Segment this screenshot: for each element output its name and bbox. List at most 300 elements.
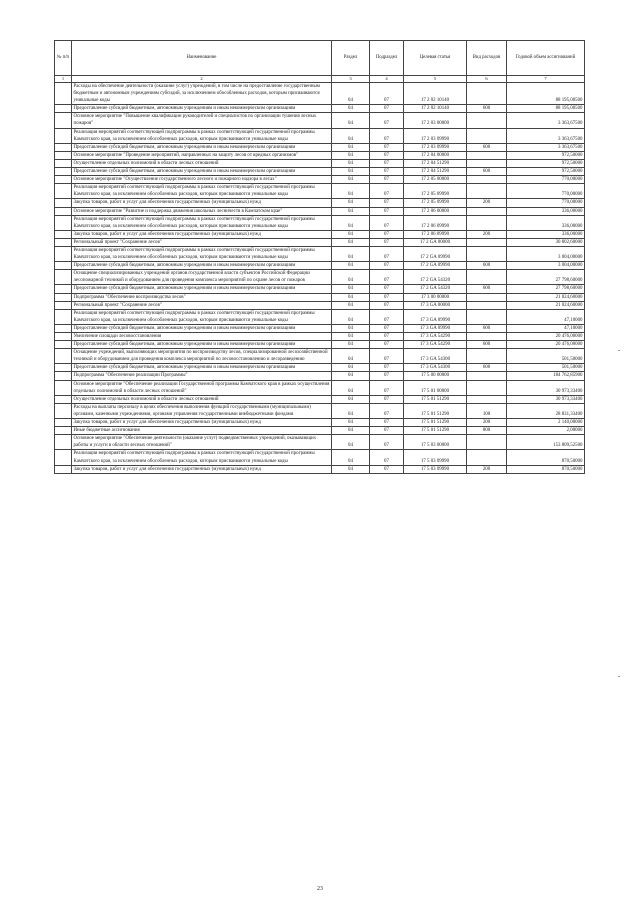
expense-type-cell <box>467 450 507 465</box>
target-item-cell: 17 2 GA 00000 <box>404 238 467 246</box>
column-number-row <box>55 76 585 83</box>
subsection-cell: 07 <box>370 159 404 167</box>
table-row <box>55 309 585 324</box>
expense-type-cell <box>467 309 507 324</box>
expense-type-cell: 200 <box>467 419 507 427</box>
subsection-cell: 07 <box>370 246 404 261</box>
expense-type-cell: 600 <box>467 285 507 293</box>
target-item-cell: 17 2 03 00000 <box>404 113 467 128</box>
target-item-cell: 17 5 03 09990 <box>404 465 467 473</box>
target-item-cell: 17 2 06 09990 <box>404 230 467 238</box>
target-item-cell: 17 2 GA 09990 <box>404 262 467 270</box>
row-number-cell <box>55 168 72 176</box>
table-row <box>55 435 585 450</box>
expense-type-cell <box>467 215 507 230</box>
row-number-cell <box>55 465 72 473</box>
section-cell: 04 <box>332 262 370 270</box>
row-number-cell <box>55 199 72 207</box>
expense-type-cell <box>467 372 507 380</box>
table-row <box>55 151 585 159</box>
header-subsection: Подраздел <box>370 41 404 76</box>
section-cell: 04 <box>332 364 370 372</box>
expense-type-cell: 600 <box>467 168 507 176</box>
item-name-cell: Осуществление отдельных полномочий в области лесных отношений <box>72 395 332 403</box>
subsection-cell: 07 <box>370 207 404 215</box>
table-row <box>55 105 585 113</box>
row-number-cell <box>55 450 72 465</box>
table-row <box>55 176 585 184</box>
amount-cell: 770,00000 <box>507 199 585 207</box>
section-cell: 04 <box>332 207 370 215</box>
subsection-cell: 07 <box>370 83 404 105</box>
expense-type-cell <box>467 128 507 143</box>
row-number-cell <box>55 176 72 184</box>
amount-cell: 770,00000 <box>507 184 585 199</box>
table-row <box>55 427 585 435</box>
expense-type-cell: 200 <box>467 199 507 207</box>
subsection-cell: 07 <box>370 128 404 143</box>
section-cell: 04 <box>332 301 370 309</box>
target-item-cell: 17 3 GA 09990 <box>404 324 467 332</box>
section-cell: 04 <box>332 324 370 332</box>
table-row <box>55 293 585 301</box>
amount-cell: 2,00000 <box>507 427 585 435</box>
item-name-cell: Предоставление субсидий бюджетным, автономным учреждениям и иным некоммерческим организациям <box>72 143 332 151</box>
row-number-cell <box>55 427 72 435</box>
subsection-cell: 07 <box>370 199 404 207</box>
item-name-cell: Реализация мероприятий соответствующей подпрограммы в рамках соответствующей государственной программы Камчатского края, за исключением обособленных расходов, которым присваиваются уникальные коды <box>72 184 332 199</box>
item-name-cell: Реализация мероприятий соответствующей подпрограммы в рамках соответствующей государственной программы Камчатского края, за исключением обособленных расходов, которым присваиваются уникальные коды <box>72 309 332 324</box>
target-item-cell: 17 3 GA 54300 <box>404 349 467 364</box>
table-body <box>55 83 585 474</box>
table-row <box>55 465 585 473</box>
scan-mark <box>618 350 620 351</box>
amount-cell: 336,00000 <box>507 215 585 230</box>
row-number-cell <box>55 270 72 285</box>
row-number-cell <box>55 230 72 238</box>
section-cell: 04 <box>332 151 370 159</box>
amount-cell: 30 802,60000 <box>507 238 585 246</box>
amount-cell: 153 809,52500 <box>507 435 585 450</box>
table-row <box>55 324 585 332</box>
section-cell: 04 <box>332 238 370 246</box>
section-cell: 04 <box>332 105 370 113</box>
table-row <box>55 238 585 246</box>
row-number-cell <box>55 395 72 403</box>
subsection-cell: 07 <box>370 301 404 309</box>
item-name-cell: Предоставление субсидий бюджетным, автономным учреждениям и иным некоммерческим организациям <box>72 262 332 270</box>
table-row <box>55 207 585 215</box>
section-cell: 04 <box>332 419 370 427</box>
item-name-cell: Региональный проект "Сохранение лесов" <box>72 238 332 246</box>
item-name-cell: Иные бюджетные ассигнования <box>72 427 332 435</box>
subsection-cell: 07 <box>370 270 404 285</box>
item-name-cell: Реализация мероприятий соответствующей подпрограммы в рамках соответствующей государственной программы Камчатского края, за исключением обособленных расходов, которым присваиваются уникальные коды <box>72 450 332 465</box>
subsection-cell: 07 <box>370 238 404 246</box>
header-name: Наименование <box>72 41 332 76</box>
row-number-cell <box>55 184 72 199</box>
row-number-cell <box>55 246 72 261</box>
target-item-cell: 17 5 00 00000 <box>404 372 467 380</box>
expense-type-cell <box>467 159 507 167</box>
amount-cell: 30 973,33400 <box>507 380 585 395</box>
subsection-cell: 07 <box>370 419 404 427</box>
item-name-cell: Предоставление субсидий бюджетным, автономным учреждениям и иным некоммерческим организациям <box>72 324 332 332</box>
table-row <box>55 168 585 176</box>
target-item-cell: 17 5 01 51290 <box>404 403 467 418</box>
amount-cell: 3 363,67500 <box>507 143 585 151</box>
table-row <box>55 403 585 418</box>
target-item-cell: 17 2 06 00000 <box>404 207 467 215</box>
subsection-cell: 07 <box>370 324 404 332</box>
item-name-cell: Основное мероприятие "Проведение мероприятий, направленных на защиту лесов от вредных организмов" <box>72 151 332 159</box>
section-cell: 04 <box>332 293 370 301</box>
row-number-cell <box>55 159 72 167</box>
row-number-cell <box>55 364 72 372</box>
amount-cell: 3 363,67500 <box>507 113 585 128</box>
subsection-cell: 07 <box>370 380 404 395</box>
target-item-cell: 17 2 02 10140 <box>404 105 467 113</box>
subsection-cell: 07 <box>370 372 404 380</box>
target-item-cell: 17 2 06 09990 <box>404 215 467 230</box>
item-name-cell: Подпрограмма "Обеспечение реализации Программы" <box>72 372 332 380</box>
row-number-cell <box>55 341 72 349</box>
subsection-cell: 07 <box>370 262 404 270</box>
target-item-cell: 17 5 01 00000 <box>404 380 467 395</box>
header-expense-type: Вид расходов <box>467 41 507 76</box>
amount-cell: 3 004,00000 <box>507 262 585 270</box>
expense-type-cell <box>467 176 507 184</box>
page-number: 23 <box>317 886 323 892</box>
item-name-cell: Предоставление субсидий бюджетным, автономным учреждениям и иным некоммерческим организациям <box>72 168 332 176</box>
item-name-cell: Реализация мероприятий соответствующей подпрограммы в рамках соответствующей государственной программы Камчатского края, за исключением обособленных расходов, которым присваиваются уникальные коды <box>72 128 332 143</box>
section-cell: 04 <box>332 403 370 418</box>
target-item-cell: 17 3 GA 54290 <box>404 341 467 349</box>
row-number-cell <box>55 380 72 395</box>
section-cell: 04 <box>332 113 370 128</box>
target-item-cell: 17 5 03 09990 <box>404 450 467 465</box>
item-name-cell: Увеличение площади лесовосстановления <box>72 333 332 341</box>
row-number-cell <box>55 262 72 270</box>
table-row <box>55 380 585 395</box>
target-item-cell: 17 2 03 09990 <box>404 128 467 143</box>
section-cell: 04 <box>332 199 370 207</box>
amount-cell: 30 973,33400 <box>507 395 585 403</box>
expense-type-cell <box>467 184 507 199</box>
item-name-cell: Оснащение учреждений, выполняющих мероприятия по воспроизводству лесов, специализированной лесохозяйственной техникой и оборудованием для проведения комплекса мероприятий по лесовосстановлению и лесоразведению <box>72 349 332 364</box>
section-cell: 04 <box>332 435 370 450</box>
subsection-cell: 07 <box>370 176 404 184</box>
item-name-cell: Основное мероприятие "Осуществление государственного лесного и пожарного надзора в лесах" <box>72 176 332 184</box>
row-number-cell <box>55 435 72 450</box>
table-row <box>55 143 585 151</box>
amount-cell: 20 476,00000 <box>507 341 585 349</box>
item-name-cell: Оснащение специализированных учреждений органов государственной власти субъектов Российской Федерации лесопожарной техникой и оборудованием для проведения комплекса мероприятий по охране лесов от пожаров <box>72 270 332 285</box>
expense-type-cell <box>467 238 507 246</box>
section-cell: 04 <box>332 309 370 324</box>
amount-cell: 972,50000 <box>507 159 585 167</box>
target-item-cell: 17 2 02 10140 <box>404 83 467 105</box>
amount-cell: 20 476,00000 <box>507 333 585 341</box>
column-number: 7 <box>507 76 585 83</box>
table-row <box>55 349 585 364</box>
section-cell: 04 <box>332 427 370 435</box>
expense-type-cell <box>467 270 507 285</box>
section-cell: 04 <box>332 143 370 151</box>
target-item-cell: 17 2 GA 54320 <box>404 270 467 285</box>
expense-type-cell: 100 <box>467 403 507 418</box>
amount-cell: 21 024,60000 <box>507 301 585 309</box>
section-cell: 04 <box>332 176 370 184</box>
amount-cell: 501,50000 <box>507 364 585 372</box>
target-item-cell: 17 3 GA 54300 <box>404 364 467 372</box>
expense-type-cell: 800 <box>467 427 507 435</box>
item-name-cell: Расходы на выплаты персоналу в целях обеспечения выполнения функций государственными (муниципальными) органами, казенными учреждениями, органами управления государственными внебюджетными фондами <box>72 403 332 418</box>
target-item-cell: 17 3 GA 09990 <box>404 309 467 324</box>
table-row <box>55 215 585 230</box>
expense-type-cell <box>467 395 507 403</box>
subsection-cell: 07 <box>370 293 404 301</box>
amount-cell: 27 798,60000 <box>507 270 585 285</box>
subsection-cell: 07 <box>370 395 404 403</box>
expense-type-cell <box>467 83 507 105</box>
target-item-cell: 17 5 01 51290 <box>404 419 467 427</box>
row-number-cell <box>55 301 72 309</box>
expense-type-cell: 600 <box>467 324 507 332</box>
section-cell: 04 <box>332 395 370 403</box>
header-target-item: Целевая статья <box>404 41 467 76</box>
expense-type-cell <box>467 349 507 364</box>
row-number-cell <box>55 105 72 113</box>
row-number-cell <box>55 113 72 128</box>
amount-cell: 501,50000 <box>507 349 585 364</box>
amount-cell: 88 195,00500 <box>507 83 585 105</box>
target-item-cell: 17 5 01 51290 <box>404 395 467 403</box>
subsection-cell: 07 <box>370 403 404 418</box>
table-row <box>55 372 585 380</box>
target-item-cell: 17 2 05 00000 <box>404 176 467 184</box>
target-item-cell: 17 2 04 51290 <box>404 168 467 176</box>
subsection-cell: 07 <box>370 105 404 113</box>
target-item-cell: 17 3 00 00000 <box>404 293 467 301</box>
amount-cell: 47,10000 <box>507 324 585 332</box>
row-number-cell <box>55 309 72 324</box>
expense-type-cell <box>467 113 507 128</box>
row-number-cell <box>55 349 72 364</box>
subsection-cell: 07 <box>370 465 404 473</box>
expense-type-cell: 200 <box>467 230 507 238</box>
target-item-cell: 17 3 GA 54290 <box>404 333 467 341</box>
item-name-cell: Предоставление субсидий бюджетным, автономным учреждениям и иным некоммерческим организациям <box>72 364 332 372</box>
item-name-cell: Осуществление отдельных полномочий в области лесных отношений <box>72 159 332 167</box>
subsection-cell: 07 <box>370 285 404 293</box>
table-row <box>55 450 585 465</box>
table-row <box>55 395 585 403</box>
subsection-cell: 07 <box>370 341 404 349</box>
row-number-cell <box>55 419 72 427</box>
row-number-cell <box>55 238 72 246</box>
subsection-cell: 07 <box>370 230 404 238</box>
amount-cell: 21 024,60000 <box>507 293 585 301</box>
item-name-cell: Основное мероприятие "Обеспечение реализации Государственной программы Камчатского края в рамках осуществления отдельных полномочий в области лесных отношений" <box>72 380 332 395</box>
subsection-cell: 07 <box>370 151 404 159</box>
expense-type-cell <box>467 301 507 309</box>
column-number: 2 <box>72 76 332 83</box>
expense-type-cell <box>467 207 507 215</box>
item-name-cell: Реализация мероприятий соответствующей подпрограммы в рамках соответствующей государственной программы Камчатского края, за исключением обособленных расходов, которым присваиваются уникальные коды <box>72 215 332 230</box>
target-item-cell: 17 2 04 00000 <box>404 151 467 159</box>
target-item-cell: 17 5 01 51290 <box>404 427 467 435</box>
row-number-cell <box>55 83 72 105</box>
table-row <box>55 230 585 238</box>
subsection-cell: 07 <box>370 184 404 199</box>
item-name-cell: Закупка товаров, работ и услуг для обеспечения государственных (муниципальных) нужд <box>72 230 332 238</box>
table-row <box>55 113 585 128</box>
subsection-cell: 07 <box>370 450 404 465</box>
amount-cell: 336,00000 <box>507 230 585 238</box>
section-cell: 04 <box>332 246 370 261</box>
expense-type-cell <box>467 333 507 341</box>
target-item-cell: 17 3 GA 00000 <box>404 301 467 309</box>
column-number: 3 <box>332 76 370 83</box>
column-number: 1 <box>55 76 72 83</box>
subsection-cell: 07 <box>370 309 404 324</box>
amount-cell: 3 363,67500 <box>507 128 585 143</box>
table-row <box>55 270 585 285</box>
item-name-cell: Закупка товаров, работ и услуг для обеспечения государственных (муниципальных) нужд <box>72 199 332 207</box>
amount-cell: 972,50000 <box>507 151 585 159</box>
section-cell: 04 <box>332 285 370 293</box>
item-name-cell: Основное мероприятие "Развитие и поддержка движения школьных лесничеств в Камчатском крае" <box>72 207 332 215</box>
table-row <box>55 262 585 270</box>
section-cell: 04 <box>332 372 370 380</box>
item-name-cell: Предоставление субсидий бюджетным, автономным учреждениям и иным некоммерческим организациям <box>72 105 332 113</box>
amount-cell: 184 762,85900 <box>507 372 585 380</box>
subsection-cell: 07 <box>370 435 404 450</box>
table-row <box>55 83 585 105</box>
section-cell: 04 <box>332 83 370 105</box>
column-number: 4 <box>370 76 404 83</box>
section-cell: 04 <box>332 341 370 349</box>
subsection-cell: 07 <box>370 364 404 372</box>
budget-table <box>54 40 585 474</box>
table-row <box>55 341 585 349</box>
item-name-cell: Расходы на обеспечение деятельности (оказание услуг) учреждений, в том числе на предоставление государственным бюджетным и автономным учреждениям субсидий, за исключением обособленных расходов, которым присваиваются уникальные коды <box>72 83 332 105</box>
header-annual-amount: Годовой объем ассигнований <box>507 41 585 76</box>
section-cell: 04 <box>332 159 370 167</box>
row-number-cell <box>55 207 72 215</box>
item-name-cell: Закупка товаров, работ и услуг для обеспечения государственных (муниципальных) нужд <box>72 465 332 473</box>
subsection-cell: 07 <box>370 215 404 230</box>
section-cell: 04 <box>332 333 370 341</box>
subsection-cell: 07 <box>370 333 404 341</box>
header-section: Раздел <box>332 41 370 76</box>
row-number-cell <box>55 128 72 143</box>
expense-type-cell: 600 <box>467 105 507 113</box>
column-number: 5 <box>404 76 467 83</box>
header-number: № п/п <box>55 41 72 76</box>
section-cell: 04 <box>332 128 370 143</box>
target-item-cell: 17 2 03 09990 <box>404 143 467 151</box>
row-number-cell <box>55 285 72 293</box>
row-number-cell <box>55 151 72 159</box>
amount-cell: 47,10000 <box>507 309 585 324</box>
expense-type-cell <box>467 293 507 301</box>
row-number-cell <box>55 293 72 301</box>
target-item-cell: 17 2 05 09990 <box>404 184 467 199</box>
table-row <box>55 184 585 199</box>
section-cell: 04 <box>332 349 370 364</box>
section-cell: 04 <box>332 184 370 199</box>
amount-cell: 88 195,00500 <box>507 105 585 113</box>
amount-cell: 336,00000 <box>507 207 585 215</box>
table-row <box>55 128 585 143</box>
item-name-cell: Основное мероприятие "Повышение квалификации руководителей и специалистов по организации тушения лесных пожаров" <box>72 113 332 128</box>
section-cell: 04 <box>332 270 370 285</box>
target-item-cell: 17 2 05 09990 <box>404 199 467 207</box>
subsection-cell: 07 <box>370 349 404 364</box>
subsection-cell: 07 <box>370 143 404 151</box>
section-cell: 04 <box>332 215 370 230</box>
expense-type-cell: 600 <box>467 364 507 372</box>
row-number-cell <box>55 324 72 332</box>
amount-cell: 770,00000 <box>507 176 585 184</box>
amount-cell: 3 004,00000 <box>507 246 585 261</box>
row-number-cell <box>55 215 72 230</box>
target-item-cell: 17 2 04 51290 <box>404 159 467 167</box>
section-cell: 04 <box>332 380 370 395</box>
target-item-cell: 17 2 GA 54320 <box>404 285 467 293</box>
header-row <box>55 41 585 76</box>
expense-type-cell: 200 <box>467 465 507 473</box>
row-number-cell <box>55 372 72 380</box>
row-number-cell <box>55 403 72 418</box>
section-cell: 04 <box>332 168 370 176</box>
table-row <box>55 159 585 167</box>
table-row <box>55 246 585 261</box>
item-name-cell: Подпрограмма "Обеспечение воспроизводства лесов" <box>72 293 332 301</box>
expense-type-cell <box>467 435 507 450</box>
section-cell: 04 <box>332 450 370 465</box>
item-name-cell: Закупка товаров, работ и услуг для обеспечения государственных (муниципальных) нужд <box>72 419 332 427</box>
row-number-cell <box>55 143 72 151</box>
table-row <box>55 285 585 293</box>
amount-cell: 870,50000 <box>507 450 585 465</box>
expense-type-cell <box>467 151 507 159</box>
table-row <box>55 333 585 341</box>
expense-type-cell: 600 <box>467 341 507 349</box>
item-name-cell: Реализация мероприятий соответствующей подпрограммы в рамках соответствующей государственной программы Камчатского края, за исключением обособленных расходов, которым присваиваются уникальные коды <box>72 246 332 261</box>
expense-type-cell: 600 <box>467 143 507 151</box>
scan-mark <box>618 676 620 677</box>
table-row <box>55 364 585 372</box>
subsection-cell: 07 <box>370 113 404 128</box>
item-name-cell: Предоставление субсидий бюджетным, автономным учреждениям и иным некоммерческим организациям <box>72 341 332 349</box>
amount-cell: 2 140,00000 <box>507 419 585 427</box>
section-cell: 04 <box>332 230 370 238</box>
item-name-cell: Основное мероприятие "Обеспечение деятельности (оказание услуг) подведомственных учреждений, оказывающих работы и услуги в области лесных отношений" <box>72 435 332 450</box>
amount-cell: 972,50000 <box>507 168 585 176</box>
column-number: 6 <box>467 76 507 83</box>
item-name-cell: Предоставление субсидий бюджетным, автономным учреждениям и иным некоммерческим организациям <box>72 285 332 293</box>
target-item-cell: 17 2 GA 09990 <box>404 246 467 261</box>
expense-type-cell <box>467 246 507 261</box>
table-row <box>55 419 585 427</box>
expense-type-cell: 600 <box>467 262 507 270</box>
item-name-cell: Региональный проект "Сохранение лесов" <box>72 301 332 309</box>
amount-cell: 28 831,33400 <box>507 403 585 418</box>
amount-cell: 27 798,60000 <box>507 285 585 293</box>
